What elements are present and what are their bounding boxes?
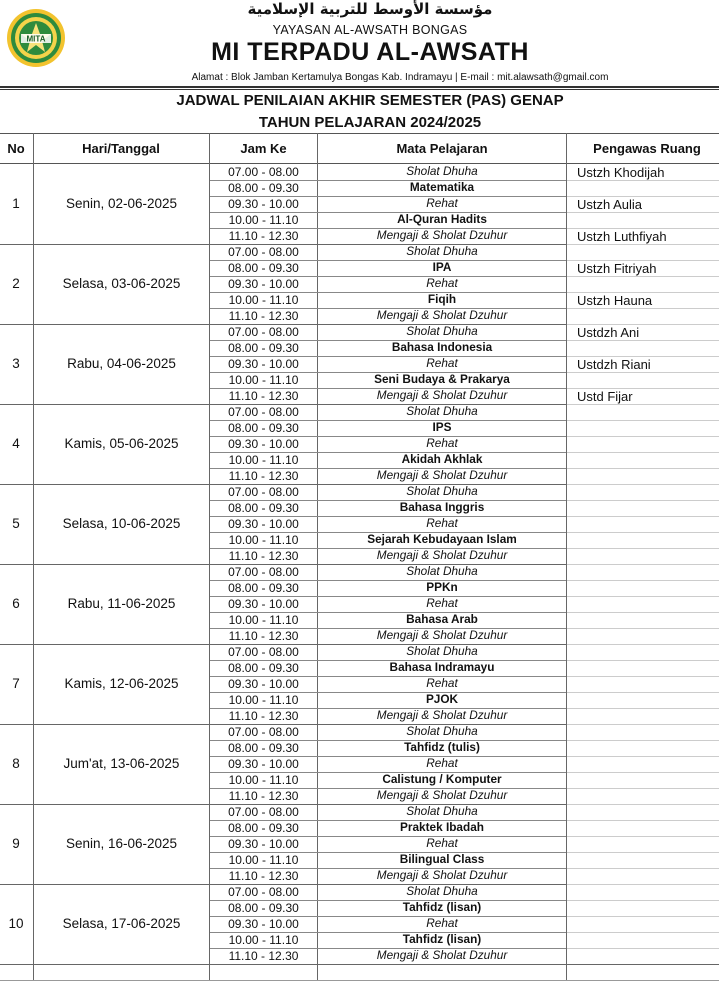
grid-line bbox=[567, 340, 719, 341]
grid-line bbox=[567, 820, 719, 821]
time-slot: 08.00 - 09.30 bbox=[228, 661, 299, 675]
subject-cell: Tahfidz (lisan) bbox=[402, 932, 482, 947]
grid-line bbox=[567, 308, 719, 309]
time-slot: 10.00 - 11.10 bbox=[228, 693, 299, 707]
subject-cell: Mengaji & Sholat Dzuhur bbox=[376, 788, 508, 803]
subject-cell: Rehat bbox=[426, 756, 458, 771]
subject-cell: Sholat Dhuha bbox=[406, 484, 478, 499]
day-date: Senin, 16-06-2025 bbox=[65, 836, 178, 852]
time-slot: 07.00 - 08.00 bbox=[228, 805, 299, 819]
subject-cell: Rehat bbox=[426, 196, 458, 211]
grid-line bbox=[567, 596, 719, 597]
time-slot: 10.00 - 11.10 bbox=[228, 293, 299, 307]
grid-line bbox=[567, 580, 719, 581]
time-slot: 11.10 - 12.30 bbox=[228, 709, 299, 723]
time-slot: 09.30 - 10.00 bbox=[228, 357, 299, 371]
time-slot: 09.30 - 10.00 bbox=[228, 837, 299, 851]
supervisor-name: Ustzh Aulia bbox=[577, 197, 643, 212]
grid-line bbox=[567, 788, 719, 789]
col-header-day: Hari/Tanggal bbox=[82, 141, 160, 156]
grid-line bbox=[567, 724, 719, 725]
subject-cell: Sholat Dhuha bbox=[406, 644, 478, 659]
time-slot: 08.00 - 09.30 bbox=[228, 421, 299, 435]
subject-cell: Al-Quran Hadits bbox=[397, 212, 487, 227]
grid-line bbox=[567, 180, 719, 181]
subject-cell: Sholat Dhuha bbox=[406, 324, 478, 339]
grid-line bbox=[567, 932, 719, 933]
day-number: 8 bbox=[12, 756, 20, 772]
time-slot: 11.10 - 12.30 bbox=[228, 469, 299, 483]
grid-line bbox=[567, 548, 719, 549]
time-slot: 08.00 - 09.30 bbox=[228, 741, 299, 755]
time-slot: 08.00 - 09.30 bbox=[228, 181, 299, 195]
grid-line bbox=[567, 564, 719, 565]
grid-line bbox=[567, 916, 719, 917]
time-slot: 10.00 - 11.10 bbox=[228, 453, 299, 467]
subject-cell: Fiqih bbox=[427, 292, 457, 307]
day-date: Rabu, 04-06-2025 bbox=[67, 356, 176, 372]
subject-cell: Mengaji & Sholat Dzuhur bbox=[376, 548, 508, 563]
subject-cell: IPA bbox=[432, 260, 452, 275]
day-number: 1 bbox=[12, 196, 20, 212]
school-logo bbox=[6, 8, 66, 68]
time-slot: 09.30 - 10.00 bbox=[228, 677, 299, 691]
supervisor-name: Ustzh Hauna bbox=[577, 293, 653, 308]
time-slot: 07.00 - 08.00 bbox=[228, 325, 299, 339]
time-slot: 10.00 - 11.10 bbox=[228, 533, 299, 547]
time-slot: 11.10 - 12.30 bbox=[228, 949, 299, 963]
time-slot: 09.30 - 10.00 bbox=[228, 597, 299, 611]
subject-cell: Rehat bbox=[426, 516, 458, 531]
grid-line bbox=[567, 244, 719, 245]
time-slot: 11.10 - 12.30 bbox=[228, 229, 299, 243]
subject-cell: Sholat Dhuha bbox=[406, 564, 478, 579]
subject-cell: Sholat Dhuha bbox=[406, 804, 478, 819]
grid-line bbox=[567, 212, 719, 213]
academic-year: TAHUN PELAJARAN 2024/2025 bbox=[258, 114, 482, 131]
grid-line bbox=[567, 900, 719, 901]
supervisor-name: Ustd Fijar bbox=[577, 389, 633, 404]
day-date: Jum'at, 13-06-2025 bbox=[63, 756, 180, 772]
day-date: Kamis, 05-06-2025 bbox=[64, 436, 179, 452]
grid-line bbox=[567, 436, 719, 437]
subject-cell: Rehat bbox=[426, 836, 458, 851]
subject-cell: Rehat bbox=[426, 916, 458, 931]
grid-line bbox=[0, 964, 719, 965]
day-number: 6 bbox=[12, 596, 20, 612]
time-slot: 07.00 - 08.00 bbox=[228, 485, 299, 499]
subject-cell: Calistung / Komputer bbox=[382, 772, 502, 787]
supervisor-name: Ustzh Luthfiyah bbox=[577, 229, 667, 244]
grid-line bbox=[567, 372, 719, 373]
time-slot: 09.30 - 10.00 bbox=[228, 197, 299, 211]
time-slot: 07.00 - 08.00 bbox=[228, 165, 299, 179]
day-number: 3 bbox=[12, 356, 20, 372]
subject-cell: Rehat bbox=[426, 436, 458, 451]
time-slot: 07.00 - 08.00 bbox=[228, 645, 299, 659]
time-slot: 07.00 - 08.00 bbox=[228, 725, 299, 739]
grid-line bbox=[567, 852, 719, 853]
col-header-no: No bbox=[7, 141, 25, 156]
subject-cell: PJOK bbox=[425, 692, 459, 707]
time-slot: 10.00 - 11.10 bbox=[228, 853, 299, 867]
grid-line bbox=[567, 772, 719, 773]
day-date: Selasa, 03-06-2025 bbox=[62, 276, 181, 292]
subject-cell: Seni Budaya & Prakarya bbox=[374, 372, 510, 387]
grid-line bbox=[567, 836, 719, 837]
grid-line bbox=[567, 420, 719, 421]
subject-cell: Sholat Dhuha bbox=[406, 244, 478, 259]
divider bbox=[0, 86, 719, 88]
grid-line bbox=[567, 452, 719, 453]
time-slot: 08.00 - 09.30 bbox=[228, 341, 299, 355]
supervisor-name: Ustzh Khodijah bbox=[577, 165, 665, 180]
time-slot: 08.00 - 09.30 bbox=[228, 261, 299, 275]
day-number: 7 bbox=[12, 676, 20, 692]
school-address: Alamat : Blok Jamban Kertamulya Bongas Kab. Indramayu | E-mail : mit.alawsath@gmail.com bbox=[191, 72, 609, 83]
subject-cell: Mengaji & Sholat Dzuhur bbox=[376, 468, 508, 483]
time-slot: 09.30 - 10.00 bbox=[228, 917, 299, 931]
subject-cell: PPKn bbox=[426, 580, 458, 595]
time-slot: 11.10 - 12.30 bbox=[228, 789, 299, 803]
subject-cell: Mengaji & Sholat Dzuhur bbox=[376, 228, 508, 243]
time-slot: 08.00 - 09.30 bbox=[228, 821, 299, 835]
subject-cell: Sholat Dhuha bbox=[406, 164, 478, 179]
grid-line bbox=[567, 740, 719, 741]
subject-cell: Mengaji & Sholat Dzuhur bbox=[376, 868, 508, 883]
time-slot: 09.30 - 10.00 bbox=[228, 437, 299, 451]
day-date: Kamis, 12-06-2025 bbox=[64, 676, 179, 692]
supervisor-name: Ustzh Fitriyah bbox=[577, 261, 657, 276]
time-slot: 08.00 - 09.30 bbox=[228, 581, 299, 595]
day-date: Rabu, 11-06-2025 bbox=[67, 596, 176, 612]
supervisor-name: Ustdzh Riani bbox=[577, 357, 651, 372]
time-slot: 08.00 - 09.30 bbox=[228, 901, 299, 915]
day-date: Selasa, 17-06-2025 bbox=[62, 916, 181, 932]
subject-cell: Mengaji & Sholat Dzuhur bbox=[376, 948, 508, 963]
grid-line bbox=[567, 660, 719, 661]
subject-cell: Sholat Dhuha bbox=[406, 884, 478, 899]
grid-line bbox=[567, 404, 719, 405]
subject-cell: Mengaji & Sholat Dzuhur bbox=[376, 308, 508, 323]
subject-cell: Bahasa Indramayu bbox=[389, 660, 495, 675]
subject-cell: Bahasa Arab bbox=[406, 612, 478, 627]
time-slot: 07.00 - 08.00 bbox=[228, 565, 299, 579]
schedule-title: JADWAL PENILAIAN AKHIR SEMESTER (PAS) GENAP bbox=[176, 92, 564, 109]
time-slot: 10.00 - 11.10 bbox=[228, 373, 299, 387]
subject-cell: Mengaji & Sholat Dzuhur bbox=[376, 708, 508, 723]
grid-line bbox=[567, 276, 719, 277]
subject-cell: Bilingual Class bbox=[399, 852, 485, 867]
time-slot: 09.30 - 10.00 bbox=[228, 757, 299, 771]
time-slot: 11.10 - 12.30 bbox=[228, 629, 299, 643]
time-slot: 11.10 - 12.30 bbox=[228, 389, 299, 403]
day-number: 4 bbox=[12, 436, 20, 452]
subject-cell: Bahasa Inggris bbox=[399, 500, 485, 515]
subject-cell: Tahfidz (lisan) bbox=[402, 900, 482, 915]
grid-line bbox=[567, 948, 719, 949]
subject-cell: Bahasa Indonesia bbox=[391, 340, 493, 355]
logo-text: MITA bbox=[26, 34, 46, 44]
subject-cell: Mengaji & Sholat Dzuhur bbox=[376, 628, 508, 643]
day-number: 2 bbox=[12, 276, 20, 292]
subject-cell: Rehat bbox=[426, 356, 458, 371]
time-slot: 10.00 - 11.10 bbox=[228, 613, 299, 627]
day-date: Senin, 02-06-2025 bbox=[65, 196, 178, 212]
subject-cell: Sholat Dhuha bbox=[406, 724, 478, 739]
time-slot: 08.00 - 09.30 bbox=[228, 501, 299, 515]
time-slot: 09.30 - 10.00 bbox=[228, 277, 299, 291]
time-slot: 10.00 - 11.10 bbox=[228, 933, 299, 947]
time-slot: 07.00 - 08.00 bbox=[228, 405, 299, 419]
time-slot: 10.00 - 11.10 bbox=[228, 213, 299, 227]
grid-line bbox=[567, 532, 719, 533]
subject-cell: Praktek Ibadah bbox=[400, 820, 484, 835]
col-header-subject: Mata Pelajaran bbox=[396, 141, 488, 156]
grid-line bbox=[567, 804, 719, 805]
time-slot: 11.10 - 12.30 bbox=[228, 309, 299, 323]
grid-line bbox=[567, 484, 719, 485]
grid-line bbox=[567, 884, 719, 885]
subject-cell: Sholat Dhuha bbox=[406, 404, 478, 419]
subject-cell: Rehat bbox=[426, 276, 458, 291]
grid-line bbox=[567, 612, 719, 613]
subject-cell: Rehat bbox=[426, 596, 458, 611]
grid-line bbox=[567, 644, 719, 645]
grid-line bbox=[567, 756, 719, 757]
subject-cell: Rehat bbox=[426, 676, 458, 691]
subject-cell: Akidah Akhlak bbox=[401, 452, 483, 467]
grid-line bbox=[567, 708, 719, 709]
time-slot: 07.00 - 08.00 bbox=[228, 245, 299, 259]
grid-line bbox=[567, 628, 719, 629]
grid-line bbox=[567, 516, 719, 517]
subject-cell: Tahfidz (tulis) bbox=[404, 740, 480, 755]
grid-line bbox=[567, 868, 719, 869]
col-header-time: Jam Ke bbox=[240, 141, 287, 156]
day-number: 10 bbox=[8, 916, 24, 932]
day-date: Selasa, 10-06-2025 bbox=[62, 516, 181, 532]
time-slot: 09.30 - 10.00 bbox=[228, 517, 299, 531]
grid-line bbox=[0, 133, 719, 134]
day-number: 5 bbox=[12, 516, 20, 532]
grid-line bbox=[567, 500, 719, 501]
subject-cell: Sejarah Kebudayaan Islam bbox=[367, 532, 517, 547]
arabic-foundation-name: مؤسسة الأوسط للتربية الإسلامية bbox=[247, 0, 493, 18]
day-number: 9 bbox=[12, 836, 20, 852]
col-header-supervisor: Pengawas Ruang bbox=[593, 141, 701, 156]
school-name: MI TERPADU AL-AWSATH bbox=[211, 38, 529, 66]
time-slot: 10.00 - 11.10 bbox=[228, 773, 299, 787]
subject-cell: Mengaji & Sholat Dzuhur bbox=[376, 388, 508, 403]
foundation-name: YAYASAN AL-AWSATH BONGAS bbox=[272, 23, 468, 37]
subject-cell: Matematika bbox=[409, 180, 475, 195]
grid-line bbox=[567, 676, 719, 677]
time-slot: 11.10 - 12.30 bbox=[228, 549, 299, 563]
grid-line bbox=[567, 692, 719, 693]
time-slot: 11.10 - 12.30 bbox=[228, 869, 299, 883]
divider bbox=[0, 89, 719, 90]
letterhead bbox=[0, 0, 719, 92]
grid-line bbox=[567, 468, 719, 469]
subject-cell: IPS bbox=[432, 420, 452, 435]
time-slot: 07.00 - 08.00 bbox=[228, 885, 299, 899]
supervisor-name: Ustdzh Ani bbox=[577, 325, 640, 340]
